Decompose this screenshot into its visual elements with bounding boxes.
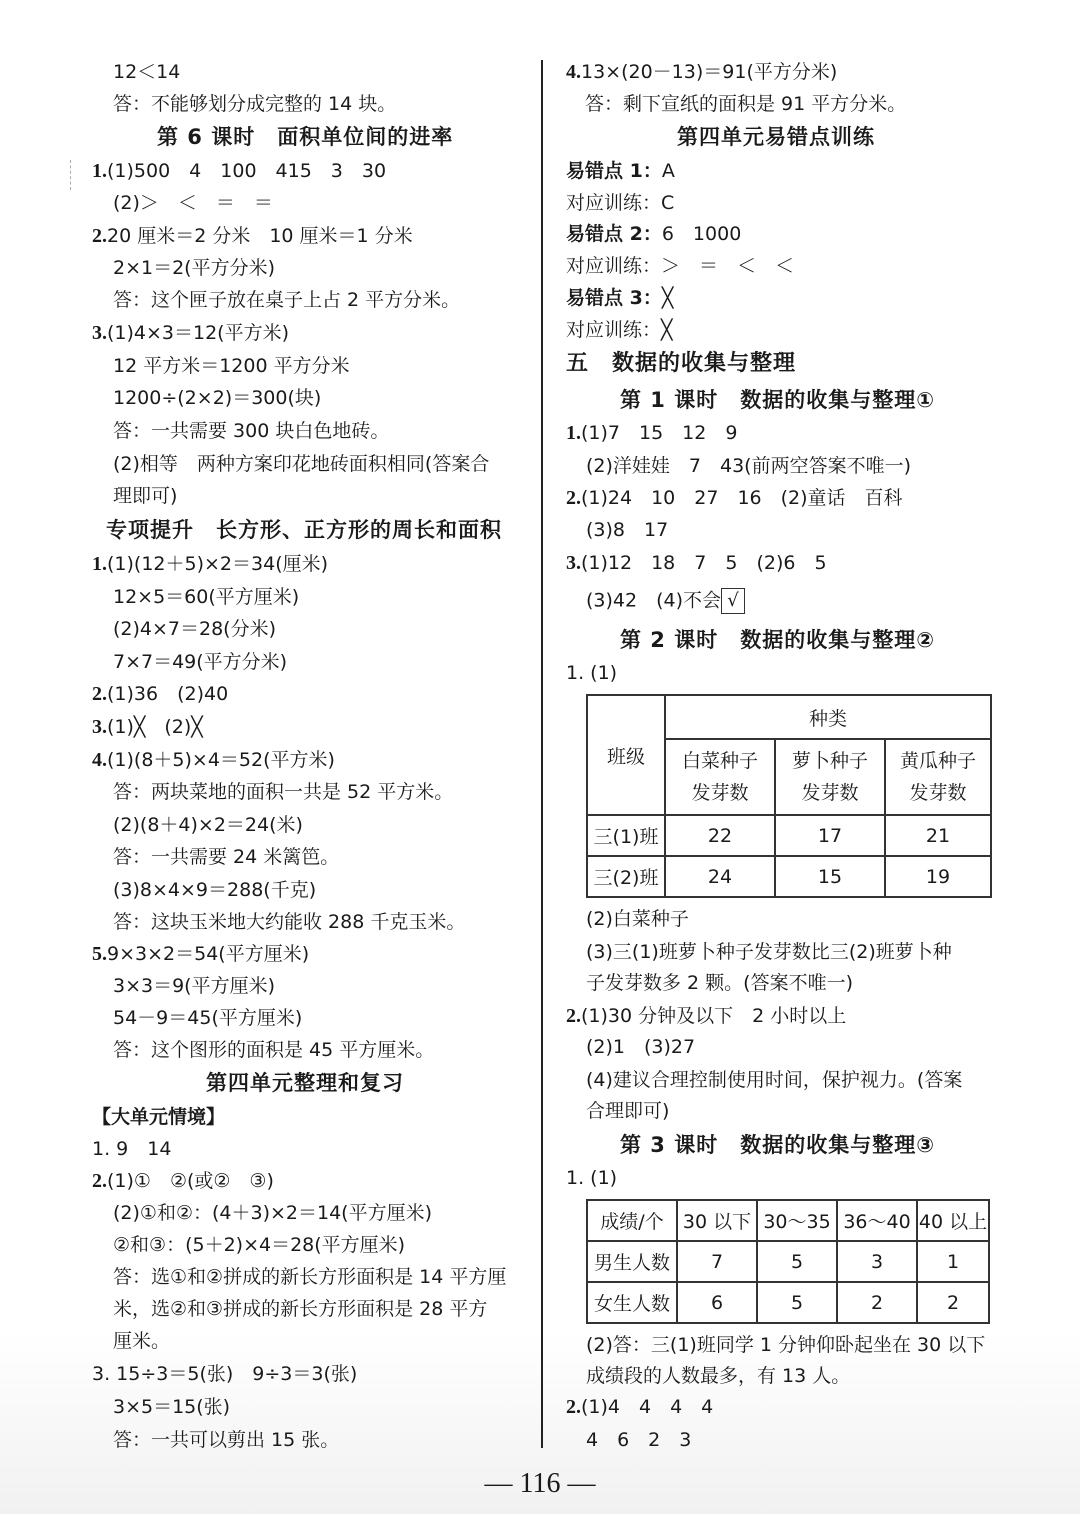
question-number: 3. <box>566 552 581 574</box>
header-line: 萝卜种子 <box>791 750 868 772</box>
answer-text: (2)相等 两种方案印花地砖面积相同(答案合 <box>113 453 490 475</box>
answer-text: 答：一共需要 300 块白色地砖。 <box>113 420 390 442</box>
table-cell: 6 <box>677 1282 757 1323</box>
special-topic-title: 专项提升 长方形、正方形的周长和面积 <box>106 518 502 542</box>
question-number: 2. <box>566 1005 581 1027</box>
question-number: 5. <box>92 943 107 965</box>
answer-text: 对应训练：＞ ＝ ＜ ＜ <box>566 255 795 277</box>
answer-text: 2×1＝2(平方分米) <box>113 257 276 279</box>
answer-text: (1)24 10 27 16 (2)童话 百科 <box>581 487 903 509</box>
answer-text: 12 平方米＝1200 平方分米 <box>113 355 350 377</box>
answer-text: A <box>661 160 675 182</box>
answer-text: 厘米。 <box>113 1330 171 1352</box>
answer-text: (1)① ②(或② ③) <box>107 1170 274 1192</box>
header-line: 黄瓜种子 <box>899 750 976 772</box>
unit-5-title: 五 数据的收集与整理 <box>566 351 797 376</box>
answer-text: (1)500 4 100 415 3 30 <box>107 160 387 182</box>
table-column-header: 30～35 <box>757 1200 837 1241</box>
answer-text: 对应训练：╳ <box>566 319 673 341</box>
answer-text: (2)(8＋4)×2＝24(米) <box>113 814 303 836</box>
table-cell: 3 <box>837 1241 917 1282</box>
answer-text: 答：这块玉米地大约能收 288 千克玉米。 <box>113 911 466 933</box>
table-cell: 5 <box>757 1282 837 1323</box>
table-column-header: 成绩/个 <box>587 1200 677 1241</box>
row-label: 女生人数 <box>587 1282 677 1323</box>
table-column-header: 30 以下 <box>677 1200 757 1241</box>
answer-text: (2)1 (3)27 <box>586 1036 696 1058</box>
answer-text: 6 1000 <box>661 223 742 245</box>
error-point-label: 易错点 2： <box>566 223 662 245</box>
question-number: 3. <box>92 322 107 344</box>
table-cell: 17 <box>775 815 885 856</box>
lesson-1-title: 第 1 课时 数据的收集与整理① <box>620 388 936 412</box>
answer-text: 答：一共需要 24 米篱笆。 <box>113 846 340 868</box>
answer-text: 3×5＝15(张) <box>113 1396 231 1418</box>
answer-text: 对应训练：C <box>566 192 675 214</box>
error-point-label: 易错点 1： <box>566 160 662 182</box>
table-cell: 19 <box>885 856 991 897</box>
table-column-header: 36～40 <box>837 1200 917 1241</box>
answer-text: (1)7 15 12 9 <box>581 422 738 444</box>
header-line: 白菜种子 <box>681 750 758 772</box>
answer-text: 4 6 2 3 <box>586 1429 692 1451</box>
question-number: 1. <box>92 160 107 182</box>
question-number: 3. <box>92 716 107 738</box>
question-number: 1. <box>566 422 581 444</box>
answer-text: 9×3×2＝54(平方厘米) <box>107 943 310 965</box>
table-cell: 21 <box>885 815 991 856</box>
scenario-heading: 【大单元情境】 <box>92 1106 226 1128</box>
answer-text: (2)白菜种子 <box>586 908 689 930</box>
answer-text: 答：一共可以剪出 15 张。 <box>113 1429 340 1451</box>
question-number: 4. <box>92 749 107 771</box>
table-cell: 2 <box>837 1282 917 1323</box>
table-corner-header: 班级 <box>587 695 665 815</box>
question-number: 2. <box>92 225 107 247</box>
answer-text: (3)8×4×9＝288(千克) <box>113 879 317 901</box>
table-column-header <box>665 739 775 815</box>
question-number: 2. <box>566 1396 581 1418</box>
lesson-2-title: 第 2 课时 数据的收集与整理② <box>620 628 936 652</box>
table-cell: 15 <box>775 856 885 897</box>
answer-text: 13×(20－13)＝91(平方分米) <box>581 61 838 83</box>
answer-text: 1. (1) <box>566 662 618 684</box>
question-number: 4. <box>566 61 581 83</box>
margin-mark <box>70 160 72 190</box>
answer-text: 合理即可) <box>586 1100 670 1122</box>
answer-text: (2)①和②：(4＋3)×2＝14(平方厘米) <box>113 1202 432 1224</box>
answer-text: (2)＞ ＜ ＝ ＝ <box>113 192 273 214</box>
header-line: 发芽数 <box>909 782 967 804</box>
answer-text: (2)4×7＝28(分米) <box>113 618 277 640</box>
answer-text: 20 厘米＝2 分米 10 厘米＝1 分米 <box>107 225 413 247</box>
answer-text: 答：剩下宣纸的面积是 91 平方分米。 <box>585 93 907 115</box>
table-cell: 22 <box>665 815 775 856</box>
seed-germination-table <box>586 694 992 898</box>
answer-text: 答：选①和②拼成的新长方形面积是 14 平方厘 <box>113 1266 507 1288</box>
header-line: 发芽数 <box>691 782 749 804</box>
answer-line: 答：不能够划分成完整的 14 块。 <box>113 93 397 115</box>
answer-text: (3)8 17 <box>586 519 669 541</box>
table-cell: 5 <box>757 1241 837 1282</box>
question-number: 2. <box>92 683 107 705</box>
answer-text: 答：这个匣子放在桌子上占 2 平方分米。 <box>113 289 461 311</box>
answer-text: 3. 15÷3＝5(张) 9÷3＝3(张) <box>92 1363 358 1385</box>
answer-text: (1)(8＋5)×4＝52(平方米) <box>107 749 335 771</box>
table-cell: 2 <box>917 1282 989 1323</box>
row-label: 三(2)班 <box>587 856 665 897</box>
answer-text: (3)42 (4)不会 <box>586 589 722 612</box>
answer-text: 54－9＝45(平方厘米) <box>113 1007 303 1029</box>
answer-text: (2)洋娃娃 7 43(前两空答案不唯一) <box>586 455 912 477</box>
answer-text: 子发芽数多 2 颗。(答案不唯一) <box>586 972 853 994</box>
table-group-header: 种类 <box>665 695 991 739</box>
answer-text: (1)4×3＝12(平方米) <box>107 322 290 344</box>
error-point-label: 易错点 3： <box>566 287 662 309</box>
question-number: 1. <box>92 553 107 575</box>
table-row <box>587 856 991 897</box>
answer-text: 1. 9 14 <box>92 1138 172 1160</box>
table-cell: 24 <box>665 856 775 897</box>
answer-text: (1)(12＋5)×2＝34(厘米) <box>107 553 329 575</box>
review-title: 第四单元整理和复习 <box>206 1071 404 1095</box>
answer-text: 米，选②和③拼成的新长方形面积是 28 平方 <box>113 1298 488 1320</box>
answer-text: ╳ <box>661 287 674 309</box>
answer-text: 答：两块菜地的面积一共是 52 平方米。 <box>113 781 454 803</box>
answer-text: 答：这个图形的面积是 45 平方厘米。 <box>113 1039 435 1061</box>
row-label: 男生人数 <box>587 1241 677 1282</box>
table-row <box>587 1282 989 1323</box>
text-line: 12＜14 <box>113 61 181 83</box>
table-column-header: 40 以上 <box>917 1200 989 1241</box>
answer-text: (1)12 18 7 5 (2)6 5 <box>581 552 827 574</box>
answer-text: (2)答：三(1)班同学 1 分钟仰卧起坐在 30 以下 <box>586 1334 986 1356</box>
table-column-header <box>885 739 991 815</box>
question-number: 2. <box>92 1170 107 1192</box>
table-row <box>587 1241 989 1282</box>
answer-text: ②和③：(5＋2)×4＝28(平方厘米) <box>113 1234 406 1256</box>
answer-text: 7×7＝49(平方分米) <box>113 651 288 673</box>
page-number: — 116 — <box>484 1468 596 1499</box>
answer-text: 成绩段的人数最多，有 13 人。 <box>586 1365 851 1387</box>
table-header-row <box>587 1200 989 1241</box>
answer-text: 理即可) <box>113 485 178 507</box>
table-column-header <box>775 739 885 815</box>
answer-text: 12×5＝60(平方厘米) <box>113 586 300 608</box>
answer-text: (1)4 4 4 4 <box>581 1396 714 1418</box>
situp-score-table <box>586 1199 990 1324</box>
table-cell: 7 <box>677 1241 757 1282</box>
check-mark-box: √ <box>721 588 745 614</box>
table-row <box>587 815 991 856</box>
lesson-6-title: 第 6 课时 面积单位间的进率 <box>157 125 454 149</box>
answer-text: (1)30 分钟及以下 2 小时以上 <box>581 1005 847 1027</box>
lesson-3-title: 第 3 课时 数据的收集与整理③ <box>620 1133 936 1157</box>
answer-text: 1200÷(2×2)＝300(块) <box>113 387 322 409</box>
question-number: 2. <box>566 487 581 509</box>
answer-text: (4)建议合理控制使用时间，保护视力。(答案 <box>586 1069 963 1091</box>
answer-text: (1)36 (2)40 <box>107 683 229 705</box>
column-divider <box>541 60 543 1448</box>
table-cell: 1 <box>917 1241 989 1282</box>
header-line: 发芽数 <box>801 782 859 804</box>
answer-text: (3)三(1)班萝卜种子发芽数比三(2)班萝卜种 <box>586 941 952 963</box>
answer-text: 1. (1) <box>566 1167 618 1189</box>
answer-text: 3×3＝9(平方厘米) <box>113 975 276 997</box>
answer-text: (1)╳ (2)╳ <box>107 716 203 738</box>
error-training-title: 第四单元易错点训练 <box>677 125 875 149</box>
row-label: 三(1)班 <box>587 815 665 856</box>
